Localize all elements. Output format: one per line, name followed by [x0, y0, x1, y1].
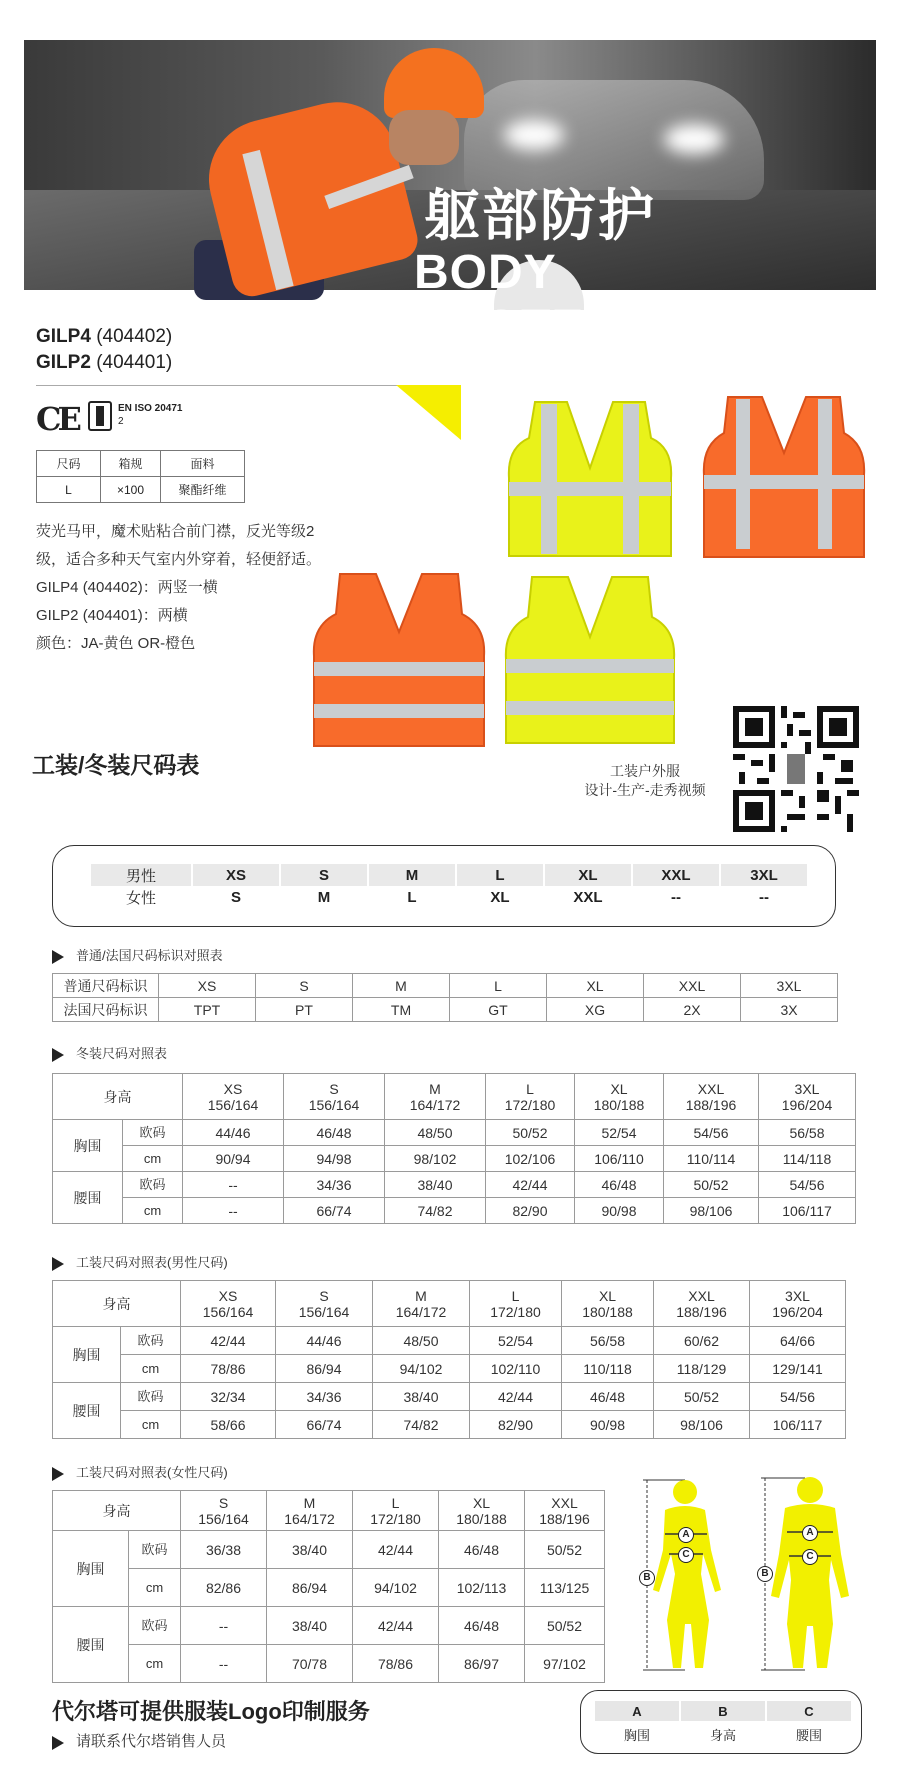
size-code: XS	[218, 1287, 238, 1304]
size-header	[575, 1074, 664, 1120]
table-cell: 2X	[644, 998, 741, 1022]
table-row	[53, 1607, 605, 1645]
table-cell: GT	[450, 998, 547, 1022]
table-cell: 64/66	[750, 1327, 846, 1355]
size-height: 172/180	[370, 1510, 421, 1527]
unit-label: 欧码	[129, 1531, 181, 1569]
size-header	[373, 1281, 470, 1327]
table-row	[53, 1491, 605, 1531]
size-header	[470, 1281, 562, 1327]
size-header	[562, 1281, 654, 1327]
arrow-icon	[52, 950, 64, 964]
label-a: A	[802, 1525, 818, 1541]
cert-standard	[118, 402, 182, 428]
size-code: M	[415, 1287, 427, 1304]
spec-value: ×100	[101, 477, 161, 503]
table-cell: XS	[159, 974, 256, 998]
table-row	[53, 1355, 846, 1383]
banner-title-en: BODY PROTECTION	[414, 246, 739, 354]
description-line: 荧光马甲，魔术贴粘合前门襟，反光等级2	[36, 523, 315, 540]
unit-label: 欧码	[123, 1120, 183, 1146]
table-cell: 90/94	[183, 1146, 284, 1172]
table-cell: 44/46	[276, 1327, 373, 1355]
table-cell: 42/44	[353, 1607, 439, 1645]
size-cell: 3XL	[721, 864, 807, 886]
table-cell: 42/44	[470, 1383, 562, 1411]
size-height: 196/204	[772, 1303, 823, 1320]
winter-size-table	[52, 1073, 856, 1224]
size-code: 3XL	[785, 1287, 810, 1304]
size-header	[664, 1074, 759, 1120]
size-cell: XXL	[573, 888, 603, 906]
measurement-legend	[580, 1690, 862, 1754]
row-label: 女性	[125, 889, 156, 907]
vest-yellow-gilp4	[505, 398, 675, 560]
waist-label: 腰围	[53, 1383, 121, 1439]
divider	[36, 385, 456, 386]
unit-label: cm	[121, 1355, 181, 1383]
label-c: C	[802, 1549, 818, 1565]
table-cell: 42/44	[181, 1327, 276, 1355]
women-size-table	[52, 1490, 605, 1683]
size-header	[759, 1074, 856, 1120]
table-cell: 52/54	[575, 1120, 664, 1146]
size-height: 172/180	[504, 1096, 556, 1113]
table-cell: 48/50	[373, 1327, 470, 1355]
table-cell: 86/94	[276, 1355, 373, 1383]
gender-size-box	[52, 845, 836, 927]
table-cell: 54/56	[664, 1120, 759, 1146]
table-row	[53, 1172, 856, 1198]
banner-title-zh: 躯部防护	[424, 184, 656, 249]
size-cell: --	[759, 888, 769, 906]
table-cell: XL	[547, 974, 644, 998]
table-cell: 110/114	[664, 1146, 759, 1172]
table-cell: 54/56	[759, 1172, 856, 1198]
table-cell: 102/110	[470, 1355, 562, 1383]
height-label: 身高	[53, 1491, 181, 1531]
model-ref: (404401)	[96, 352, 173, 373]
cert-standard-name: EN ISO 20471	[118, 403, 183, 414]
size-height: 180/188	[582, 1303, 633, 1320]
legend-letter: A	[595, 1701, 679, 1721]
table-cell: 94/102	[353, 1569, 439, 1607]
size-cell: XL	[490, 888, 510, 906]
table-row	[595, 1701, 851, 1721]
size-header	[267, 1491, 353, 1531]
table-cell: 46/48	[284, 1120, 385, 1146]
qr-caption	[570, 762, 720, 800]
size-header	[276, 1281, 373, 1327]
table-row	[53, 1074, 856, 1120]
table-cell: 52/54	[470, 1327, 562, 1355]
size-height: 164/172	[409, 1096, 461, 1113]
size-height: 164/172	[395, 1303, 447, 1320]
size-height: 156/164	[298, 1303, 350, 1320]
size-height: 156/164	[308, 1096, 360, 1113]
size-height: 172/180	[490, 1303, 541, 1320]
model-gilp2	[36, 352, 172, 374]
vest-yellow-gilp2	[502, 573, 678, 747]
size-header	[654, 1281, 750, 1327]
table-row	[53, 998, 838, 1022]
label-b: B	[757, 1566, 773, 1582]
size-cell: L	[457, 864, 543, 886]
table-cell: 113/125	[525, 1569, 605, 1607]
model-gilp4	[36, 326, 172, 348]
table-cell: 34/36	[276, 1383, 373, 1411]
table-cell: 34/36	[284, 1172, 385, 1198]
table-cell: 46/48	[575, 1172, 664, 1198]
model-code: GILP4	[36, 326, 91, 347]
table-cell: M	[353, 974, 450, 998]
chest-label: 胸围	[53, 1327, 121, 1383]
size-header	[525, 1491, 605, 1531]
table-cell: 114/118	[759, 1146, 856, 1172]
table-cell: 106/117	[759, 1198, 856, 1224]
size-code: 3XL	[794, 1080, 820, 1097]
table-cell: 56/58	[562, 1327, 654, 1355]
size-height: 188/196	[539, 1510, 590, 1527]
unit-label: 欧码	[123, 1172, 183, 1198]
size-code: S	[218, 1494, 229, 1511]
size-cell: XXL	[633, 864, 719, 886]
table-cell: 3X	[741, 998, 838, 1022]
table-row	[53, 1120, 856, 1146]
legend-letter: B	[681, 1701, 765, 1721]
table-row	[53, 974, 838, 998]
row-label: 普通尺码标识	[53, 974, 159, 998]
table-cell: 110/118	[562, 1355, 654, 1383]
table-row	[53, 1411, 846, 1439]
spec-header: 面料	[161, 451, 245, 477]
table-row	[53, 1327, 846, 1355]
table-cell: 50/52	[654, 1383, 750, 1411]
size-height: 164/172	[284, 1510, 335, 1527]
size-code: XS	[223, 1080, 243, 1097]
worker-face	[389, 110, 459, 165]
unit-label: cm	[123, 1146, 183, 1172]
gender-size-table	[89, 864, 809, 908]
size-header	[181, 1491, 267, 1531]
vest-orange-gilp4	[700, 393, 868, 561]
table-row	[53, 1645, 605, 1683]
table-cell: 70/78	[267, 1645, 353, 1683]
size-header	[439, 1491, 525, 1531]
cert-level: 2	[118, 416, 124, 427]
table-cell: 82/90	[470, 1411, 562, 1439]
unit-label: cm	[121, 1411, 181, 1439]
table-cell: 46/48	[439, 1531, 525, 1569]
size-height: 156/164	[207, 1096, 259, 1113]
size-cell: --	[671, 888, 681, 906]
section-heading-text: 工装尺码对照表(女性尺码)	[76, 1465, 228, 1480]
table-cell: 86/97	[439, 1645, 525, 1683]
size-height: 156/164	[198, 1510, 249, 1527]
spec-value: 聚酯纤维	[161, 477, 245, 503]
size-header	[486, 1074, 575, 1120]
size-section-title: 工装/冬装尺码表	[32, 752, 200, 778]
size-height: 188/196	[676, 1303, 727, 1320]
table-cell: 3XL	[741, 974, 838, 998]
unit-label: 欧码	[121, 1327, 181, 1355]
model-ref: (404402)	[96, 326, 173, 347]
table-cell: XG	[547, 998, 644, 1022]
size-code: L	[526, 1080, 534, 1097]
table-cell: 82/90	[486, 1198, 575, 1224]
table-row	[53, 1531, 605, 1569]
table-cell: 94/102	[373, 1355, 470, 1383]
size-code: XL	[472, 1494, 491, 1511]
table-cell: S	[256, 974, 353, 998]
label-b: B	[639, 1570, 655, 1586]
table-row	[53, 1569, 605, 1607]
table-row	[53, 1198, 856, 1224]
description-line: 颜色：JA-黄色 OR-橙色	[36, 635, 196, 652]
men-size-table	[52, 1280, 846, 1439]
height-label: 身高	[53, 1074, 183, 1120]
arrow-icon	[52, 1467, 64, 1481]
table-row	[91, 886, 807, 908]
legend-letter: C	[767, 1701, 851, 1721]
size-cell: L	[407, 888, 417, 906]
spec-header: 箱规	[101, 451, 161, 477]
section-heading-text: 工装尺码对照表(男性尺码)	[76, 1255, 228, 1270]
legend-name: 身高	[709, 1727, 736, 1743]
table-cell: 60/62	[654, 1327, 750, 1355]
table-row	[53, 1281, 846, 1327]
section-heading-text: 冬装尺码对照表	[76, 1046, 168, 1061]
size-cell: XL	[545, 864, 631, 886]
table-cell: 38/40	[385, 1172, 486, 1198]
section-heading	[52, 1462, 228, 1481]
table-cell: --	[183, 1198, 284, 1224]
size-height: 188/196	[685, 1096, 737, 1113]
chest-label: 胸围	[53, 1531, 129, 1607]
table-cell: 97/102	[525, 1645, 605, 1683]
body-measurement-figure	[625, 1470, 875, 1680]
table-cell: 32/34	[181, 1383, 276, 1411]
size-code: XL	[598, 1287, 617, 1304]
row-label: 男性	[91, 864, 191, 886]
table-cell: 44/46	[183, 1120, 284, 1146]
unit-label: 欧码	[129, 1607, 181, 1645]
table-cell: TM	[353, 998, 450, 1022]
size-height: 180/188	[456, 1510, 507, 1527]
legend-name: 腰围	[795, 1727, 822, 1743]
size-code: XXL	[688, 1287, 715, 1304]
table-cell: 98/106	[654, 1411, 750, 1439]
description-line: GILP4 (404402)：两竖一横	[36, 579, 218, 596]
unit-label: cm	[129, 1645, 181, 1683]
section-heading	[52, 1043, 167, 1062]
description-line: GILP2 (404401)：两横	[36, 607, 188, 624]
size-code: M	[303, 1494, 316, 1511]
table-cell: 50/52	[525, 1531, 605, 1569]
unit-label: cm	[129, 1569, 181, 1607]
table-cell: 56/58	[759, 1120, 856, 1146]
size-code: S	[319, 1287, 329, 1304]
logo-service-title: 代尔塔可提供服装Logo印制服务	[52, 1699, 370, 1724]
waist-label: 腰围	[53, 1607, 129, 1683]
spec-table	[36, 450, 245, 503]
chest-label: 胸围	[53, 1120, 123, 1172]
label-a: A	[678, 1527, 694, 1543]
table-row	[595, 1721, 851, 1747]
size-code: S	[329, 1080, 339, 1097]
section-heading	[52, 945, 223, 964]
row-label: 法国尺码标识	[53, 998, 159, 1022]
model-code: GILP2	[36, 352, 91, 373]
table-row	[91, 864, 807, 886]
table-cell: 102/106	[486, 1146, 575, 1172]
table-cell: 74/82	[373, 1411, 470, 1439]
size-header	[183, 1074, 284, 1120]
logo-service-sub-text: 请联系代尔塔销售人员	[76, 1733, 227, 1750]
qr-code-icon[interactable]	[733, 706, 859, 832]
size-code: XXL	[697, 1080, 725, 1097]
description-line: 级，适合多种天气室内外穿着，轻便舒适。	[36, 551, 322, 568]
legend-table	[593, 1701, 853, 1747]
size-cell: XS	[193, 864, 279, 886]
unit-label: cm	[123, 1198, 183, 1224]
spec-header: 尺码	[37, 451, 101, 477]
label-c: C	[678, 1547, 694, 1563]
table-cell: 42/44	[353, 1531, 439, 1569]
size-code: L	[511, 1287, 520, 1304]
logo-service-sub	[52, 1730, 226, 1751]
size-code: L	[391, 1494, 400, 1511]
table-cell: 106/117	[750, 1411, 846, 1439]
arrow-icon	[52, 1048, 64, 1062]
table-cell: --	[181, 1607, 267, 1645]
table-cell: 66/74	[284, 1198, 385, 1224]
size-height: 180/188	[593, 1096, 645, 1113]
size-height: 196/204	[781, 1096, 833, 1113]
size-code: XL	[610, 1080, 628, 1097]
accent-triangle	[396, 385, 461, 440]
worker-helmet	[384, 48, 484, 118]
table-cell: 78/86	[181, 1355, 276, 1383]
table-cell: 36/38	[181, 1531, 267, 1569]
table-cell: XXL	[644, 974, 741, 998]
hi-vis-vest-icon	[88, 401, 112, 431]
size-cell: M	[369, 864, 455, 886]
arrow-icon	[52, 1257, 64, 1271]
table-cell: 74/82	[385, 1198, 486, 1224]
table-cell: 38/40	[373, 1383, 470, 1411]
table-cell: 42/44	[486, 1172, 575, 1198]
headlight	[504, 120, 564, 150]
section-heading-text: 普通/法国尺码标识对照表	[76, 948, 223, 963]
table-cell: PT	[256, 998, 353, 1022]
table-cell: 58/66	[181, 1411, 276, 1439]
table-cell: 54/56	[750, 1383, 846, 1411]
size-code: XXL	[551, 1494, 578, 1511]
size-cell: M	[317, 888, 331, 906]
waist-label: 腰围	[53, 1172, 123, 1224]
table-cell: TPT	[159, 998, 256, 1022]
table-cell: 46/48	[439, 1607, 525, 1645]
table-cell: 118/129	[654, 1355, 750, 1383]
table-cell: 78/86	[353, 1645, 439, 1683]
size-cell: S	[230, 888, 241, 906]
height-label: 身高	[53, 1281, 181, 1327]
size-header	[181, 1281, 276, 1327]
ce-mark: CE	[36, 400, 78, 438]
vest-orange-gilp2	[310, 570, 488, 750]
table-cell: 38/40	[267, 1607, 353, 1645]
product-description	[36, 518, 321, 658]
table-cell: L	[450, 974, 547, 998]
table-cell: 86/94	[267, 1569, 353, 1607]
table-row	[53, 1146, 856, 1172]
legend-name: 胸围	[623, 1727, 650, 1743]
table-cell: 82/86	[181, 1569, 267, 1607]
size-height: 156/164	[202, 1303, 254, 1320]
section-heading	[52, 1252, 228, 1271]
unit-label: 欧码	[121, 1383, 181, 1411]
size-header	[353, 1491, 439, 1531]
table-cell: 106/110	[575, 1146, 664, 1172]
size-header	[284, 1074, 385, 1120]
table-cell: 94/98	[284, 1146, 385, 1172]
size-code: M	[429, 1080, 441, 1097]
table-cell: 129/141	[750, 1355, 846, 1383]
size-header	[750, 1281, 846, 1327]
size-cell: S	[281, 864, 367, 886]
table-cell: 50/52	[525, 1607, 605, 1645]
table-cell: 50/52	[486, 1120, 575, 1146]
table-row	[53, 1383, 846, 1411]
table-cell: 90/98	[575, 1198, 664, 1224]
table-cell: --	[181, 1645, 267, 1683]
table-cell: 102/113	[439, 1569, 525, 1607]
size-header	[385, 1074, 486, 1120]
arrow-icon	[52, 1736, 64, 1750]
table-cell: 38/40	[267, 1531, 353, 1569]
qr-caption-line: 工装户外服	[610, 763, 680, 779]
table-cell: 90/98	[562, 1411, 654, 1439]
table-cell: 66/74	[276, 1411, 373, 1439]
table-cell: 98/102	[385, 1146, 486, 1172]
table-cell: 48/50	[385, 1120, 486, 1146]
table-cell: 46/48	[562, 1383, 654, 1411]
headlight	[664, 124, 724, 154]
table-cell: 98/106	[664, 1198, 759, 1224]
qr-caption-line: 设计-生产-走秀视频	[584, 782, 706, 798]
table-cell: --	[183, 1172, 284, 1198]
table-cell: 50/52	[664, 1172, 759, 1198]
fr-size-table	[52, 973, 838, 1022]
spec-value: L	[37, 477, 101, 503]
